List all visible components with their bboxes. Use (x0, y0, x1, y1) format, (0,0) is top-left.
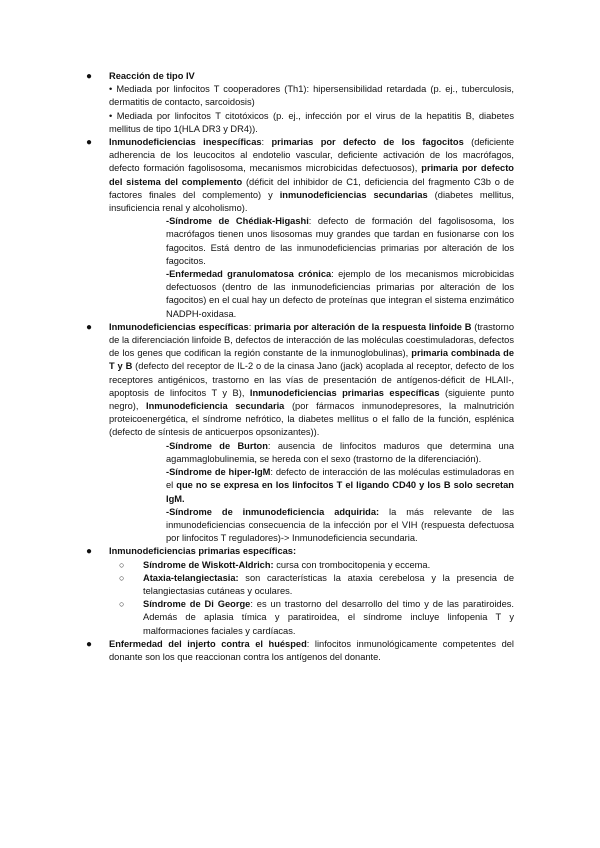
bold-text: -Síndrome de hiper-IgM (166, 467, 271, 478)
section-title: Inmunodeficiencias específicas (109, 321, 249, 332)
section-reaccion-tipo-iv (86, 70, 514, 83)
text: : linfocitos inmunológicamente competentes del donante son los que reaccionan contra los antígenos del donante. (109, 638, 514, 662)
bullet-icon: ● (86, 546, 93, 558)
bold-text: que no se expresa en los linfocitos T el ligando CD40 y los B solo secretan IgM. (166, 480, 514, 504)
section-inmunodeficiencias-especificas (86, 321, 514, 440)
text: la más relevante de las inmunodeficiencias consecuencia de la infección por el VIH (respuesta defectuosa por linfocitos T reguladores)-> Inmunodeficiencia secundaria. (166, 506, 514, 544)
bold-text: -Síndrome de Burton (166, 440, 268, 451)
bold-text: primaria por defecto del sistema del complemento (109, 163, 514, 187)
text: (déficit del inhibidor de C1, deficiencia del fragmento C3b o de factores finales del complemento) y (109, 176, 514, 200)
bullet-icon: ● (86, 137, 93, 149)
section-title: Reacción de tipo IV (109, 71, 195, 81)
list-item-ataxia (86, 572, 514, 598)
bold-text: Inmunodeficiencias primarias específicas (249, 387, 440, 398)
document-page (86, 70, 514, 664)
list-item: • Mediada por linfocitos T cooperadores (Th1): hipersensibilidad retardada (p. ej., tuberculosis, dermatitis de contacto, sarcoidosis) (109, 84, 514, 108)
bold-text: -Enfermedad granulomatosa crónica (166, 269, 332, 280)
circle-bullet-icon: ○ (119, 572, 125, 583)
text: cursa con trombocitopenia y eccema. (273, 559, 431, 570)
text: : ausencia de linfocitos maduros que determina una agammaglobulinemia, se hereda con el sexo (trastorno de la diferenciación). (166, 440, 514, 464)
bold-text: -Síndrome de Chédiak-Higashi (166, 216, 309, 227)
text: : (248, 321, 255, 332)
bold-text: Síndrome de Di George (143, 599, 251, 610)
paragraph-burton (86, 440, 514, 466)
section-inmunodeficiencias-inespecificas (86, 136, 514, 215)
bold-text: primaria combinada de T y B (109, 348, 515, 372)
text: : es un trastorno del desarrollo del timo y de las paratiroides. Además de aplasia tímica y paratiroidea, el síndrome incluye linfopenia T y malformaciones faciales y cardíacas. (143, 599, 514, 636)
text: : defecto de formación del fagolisosoma, los macrófagos tienen unos lisosomas muy grandes que tardan en fusionarse con los fagocitos. Está dentro de las inmunodeficiencias primarias por alteración de los fagocitos. (166, 216, 515, 266)
paragraph-granulomatosa (86, 268, 514, 321)
bold-text: Ataxia-telangiectasia: (143, 572, 239, 583)
paragraph-chediak (86, 215, 514, 268)
section-inmunodeficiencias-primarias (86, 545, 514, 558)
text: : (261, 137, 272, 148)
text: (siguiente punto negro), (109, 387, 514, 412)
bullet-icon: ● (86, 321, 93, 333)
circle-bullet-icon: ○ (119, 599, 125, 610)
text: : ejemplo de los mecanismos microbicidas defectuosos (dentro de las inmunodeficiencias primarias por alteración de los fagocitos) en el cual hay un defecto de proteínas que integran el sistema enzimático NADPH-oxidasa. (166, 269, 514, 319)
paragraph-sida (86, 506, 514, 546)
bold-text: primarias por defecto de los fagocitos (271, 137, 464, 148)
bold-text: -Síndrome de inmunodeficiencia adquirida: (166, 506, 380, 517)
section-title: Inmunodeficiencias primarias específicas: (109, 546, 297, 557)
bullet-icon: ● (86, 638, 93, 650)
text: (por fármacos inmunodepresores, la malnutrición proteicoenergética, el síndrome nefrótico, la diabetes mellitus o el fallo de la función, esplénica (defecto de síntesis de anticuerpos opsonizantes)). (109, 401, 515, 438)
list-item-di-george (86, 598, 514, 638)
text: (defecto del receptor de IL-2 o de la cinasa Jano (jack) acoplada al receptor, defecto de los receptores antigénicos, trastorno en las vías de presentación de antígenos-déficit de HLAII-, apoptosis de linfocitos T y B), (109, 361, 514, 398)
circle-bullet-icon: ○ (119, 559, 125, 570)
list-item: • Mediada por linfocitos T citotóxicos (p. ej., infección por el virus de la hepatitis B, diabetes mellitus de tipo 1(HLA DR3 y DR4)). (109, 110, 514, 134)
text: (deficiente adherencia de los leucocitos al endotelio vascular, deficiente activación de los macrófagos, defecto formación fagolisosoma, mecanismos microbicidas defectuosos), (109, 137, 514, 174)
bold-text: inmunodeficiencias secundarias (279, 189, 428, 200)
section-title: Enfermedad del injerto contra el huésped (109, 638, 307, 649)
bold-text: Síndrome de Wiskott-Aldrich: (143, 559, 274, 570)
section-injerto-huesped (86, 638, 514, 664)
bullet-icon: ● (86, 71, 93, 82)
text: (diabetes mellitus, insuficiencia renal y alcoholismo). (109, 189, 514, 214)
text: (trastorno de la diferenciación linfoide B, defectos de interacción de las moléculas coestimuladoras, defectos de los genes que codifican la región constante de la inmunoglobulinas), (109, 321, 515, 359)
list-item-wiskott (86, 559, 514, 572)
bold-text: Inmunodeficiencia secundaria (146, 401, 285, 412)
text: : defecto de interacción de las moléculas estimuladoras en el (166, 467, 514, 491)
section-title: Inmunodeficiencias inespecíficas (109, 137, 262, 148)
bold-text: primaria por alteración de la respuesta linfoide B (254, 321, 472, 332)
text: son características la ataxia cerebelosa y la presencia de telangiectasias cutáneas y oculares. (143, 572, 514, 596)
paragraph-hiper-igm (86, 466, 514, 506)
